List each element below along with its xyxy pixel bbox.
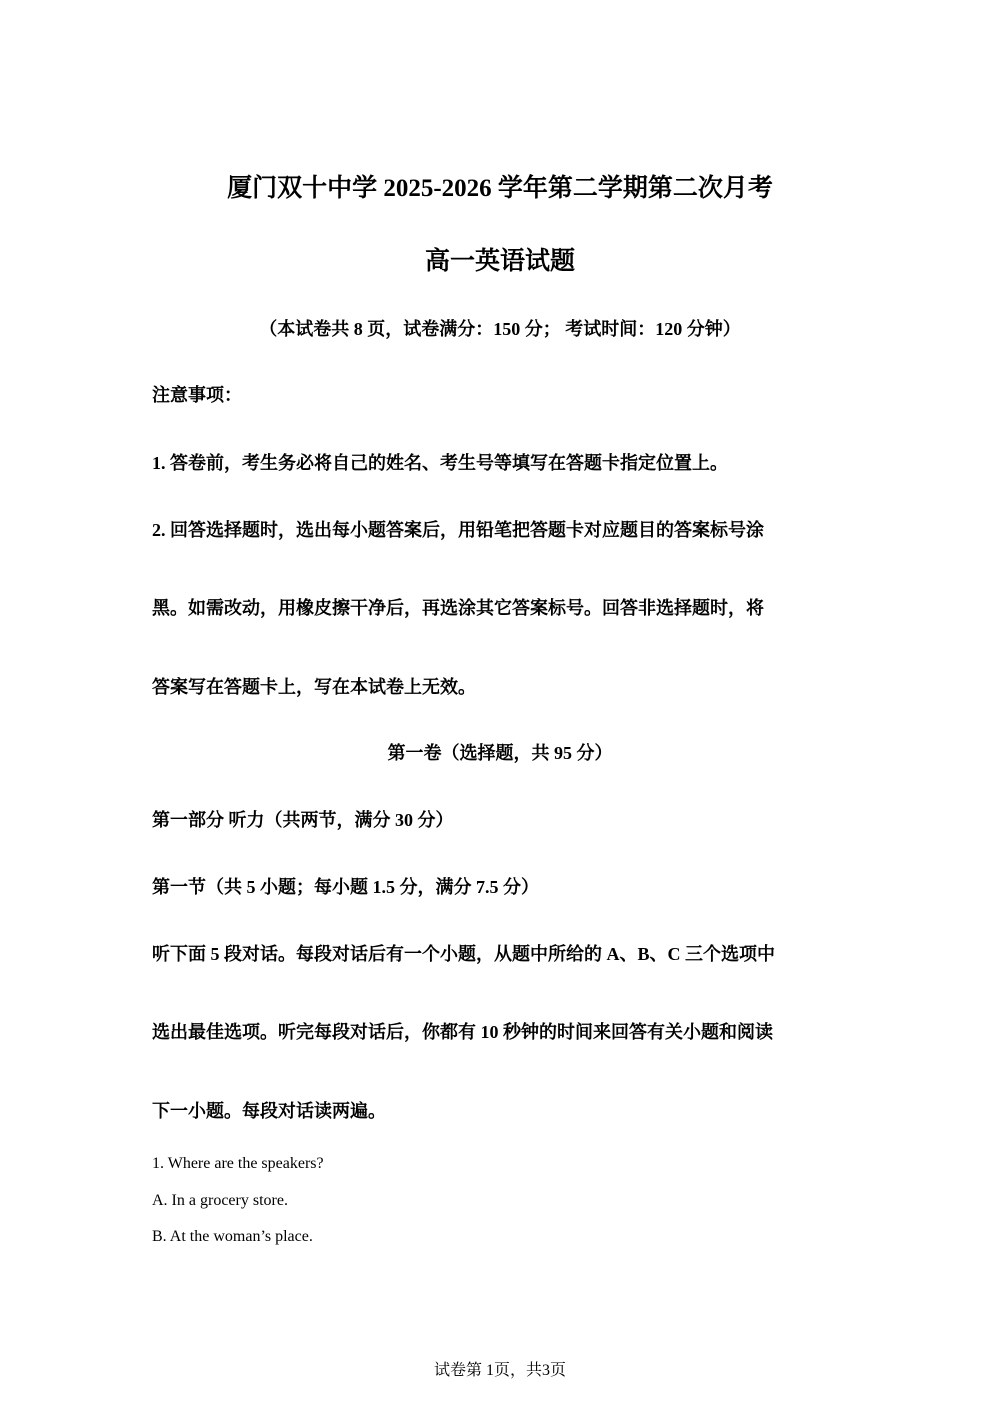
instructions-line-2: 选出最佳选项。听完每段对话后，你都有 10 秒钟的时间来回答有关小题和阅读 bbox=[152, 1022, 773, 1042]
notice-item-2-line-3: 答案写在答题卡上，写在本试卷上无效。 bbox=[152, 677, 476, 697]
notice-item-2-line-1: 2. 回答选择题时，选出每小题答案后，用铅笔把答题卡对应题目的答案标号涂 bbox=[152, 520, 764, 540]
page-footer: 试卷第 1页，共3页 bbox=[433, 1362, 566, 1379]
instructions-line-1: 听下面 5 段对话。每段对话后有一个小题，从题中所给的 A、B、C 三个选项中 bbox=[152, 944, 776, 964]
notice-item-1: 1. 答卷前，考生务必将自己的姓名、考生号等填写在答题卡指定位置上。 bbox=[152, 453, 728, 473]
notice-heading: 注意事项： bbox=[152, 385, 242, 405]
question-1-stem: 1. Where are the speakers? bbox=[152, 1155, 324, 1172]
notice-item-2-line-2: 黑。如需改动，用橡皮擦干净后，再选涂其它答案标号。回答非选择题时，将 bbox=[152, 598, 764, 618]
section-heading: 第一节（共 5 小题；每小题 1.5 分，满分 7.5 分） bbox=[152, 877, 539, 897]
exam-title: 厦门双十中学 2025-2026 学年第二学期第二次月考 bbox=[227, 175, 773, 202]
volume-heading: 第一卷（选择题，共 95 分） bbox=[387, 743, 613, 763]
part-heading: 第一部分 听力（共两节，满分 30 分） bbox=[152, 810, 454, 830]
exam-subtitle: 高一英语试题 bbox=[424, 248, 575, 275]
exam-info: （本试卷共 8 页，试卷满分：150 分； 考试时间：120 分钟） bbox=[259, 319, 741, 339]
question-1-option-b: B. At the woman’s place. bbox=[152, 1228, 313, 1245]
question-1-option-a: A. In a grocery store. bbox=[152, 1192, 288, 1209]
instructions-line-3: 下一小题。每段对话读两遍。 bbox=[152, 1101, 386, 1121]
